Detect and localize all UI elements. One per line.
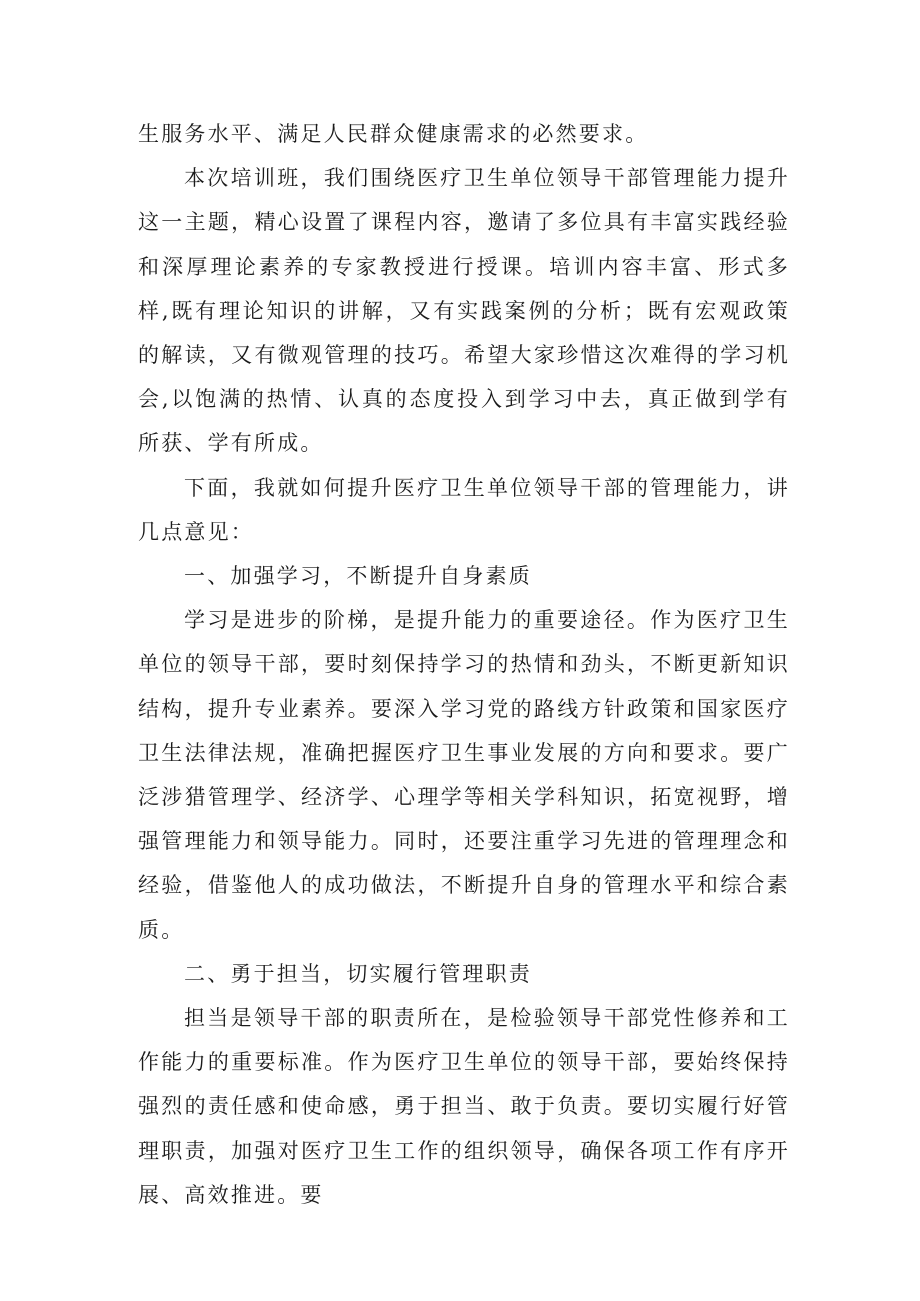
paragraph-opinions-lead: 下面，我就如何提升医疗卫生单位领导干部的管理能力，讲几点意见： bbox=[138, 475, 790, 544]
paragraph-continuation: 生服务水平、满足人民群众健康需求的必然要求。 bbox=[138, 122, 649, 146]
paragraph-training-intro: 本次培训班，我们围绕医疗卫生单位领导干部管理能力提升这一主题，精心设置了课程内容，邀请了多位具有丰富实践经验和深厚理论素养的专家教授进行授课。培训内容丰富、形式多样,既有理论知识的讲解，又有实践案例的分析；既有宏观政策的解读，又有微观管理的技巧。希望大家珍惜这次难得的学习机会,以饱满的热情、认真的态度投入到学习中去，真正做到学有所获、学有所成。 bbox=[138, 166, 790, 456]
paragraph-learning: 学习是进步的阶梯，是提升能力的重要途径。作为医疗卫生单位的领导干部，要时刻保持学习的热情和劲头，不断更新知识结构，提升专业素养。要深入学习党的路线方针政策和国家医疗卫生法律法规，准确把握医疗卫生事业发展的方向和要求。要广泛涉猎管理学、经济学、心理学等相关学科知识，拓宽视野，增强管理能力和领导能力。同时，还要注重学习先进的管理理念和经验，借鉴他人的成功做法，不断提升自身的管理水平和综合素质。 bbox=[138, 608, 790, 942]
document-body bbox=[138, 112, 790, 1217]
section-heading-1: 一、加强学习，不断提升自身素质 bbox=[184, 564, 532, 589]
paragraph-responsibility: 担当是领导干部的职责所在，是检验领导干部党性修养和工作能力的重要标准。作为医疗卫生单位的领导干部，要始终保持强烈的责任感和使命感，勇于担当、敢于负责。要切实履行好管理职责，加强对医疗卫生工作的组织领导，确保各项工作有序开展、高效推进。要 bbox=[138, 1006, 790, 1207]
section-heading-2: 二、勇于担当，切实履行管理职责 bbox=[184, 961, 532, 986]
